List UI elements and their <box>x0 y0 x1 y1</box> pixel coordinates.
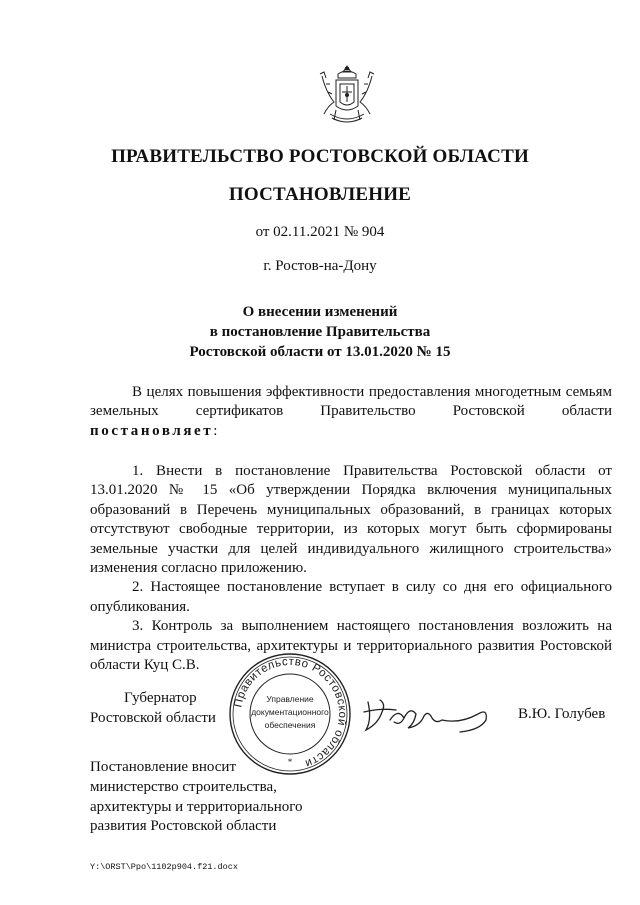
decree-items <box>90 462 612 675</box>
coat-of-arms-emblem <box>316 62 378 128</box>
handwritten-signature <box>360 690 495 740</box>
seal-inner-line: обеспечения <box>264 720 316 730</box>
seal-star-icon: * <box>287 757 293 767</box>
org-title: ПРАВИТЕЛЬСТВО РОСТОВСКОЙ ОБЛАСТИ <box>111 146 529 167</box>
decree-word: постановляет <box>90 422 214 439</box>
doc-type-heading: ПОСТАНОВЛЕНИЕ <box>228 184 412 205</box>
subject-line: Ростовской области от 13.01.2020 № 15 <box>189 344 451 360</box>
decree-colon: : <box>213 422 218 439</box>
file-path-footer: Y:\ORST\Ppo\1102p904.f21.docx <box>90 862 238 872</box>
note-line: Постановление вносит <box>90 759 237 775</box>
decree-item: 1. Внести в постановление Правительства Ростовской области от 13.01.2020 № 15 «Об утверждении Порядка включения муниципальных образований в Перечень муниципальных образований, в границах которых отсутствуют свободные территории, из которых могут быть сформированы земельные участки для целей индивидуального жилищного строительства» изменения согласно приложению. <box>90 463 612 577</box>
subject-line: в постановление Правительства <box>209 324 431 340</box>
document-subject <box>0 302 640 362</box>
decree-line <box>90 422 612 441</box>
seal-outer-text: Правительство Ростовской области <box>232 655 349 770</box>
note-line: архитектуры и территориального <box>90 798 303 815</box>
submitted-by-note <box>90 758 303 837</box>
seal-inner-line: Управление <box>266 694 314 704</box>
position-line: Губернатор <box>124 690 197 706</box>
preamble-block <box>90 383 612 441</box>
decree-item: 2. Настоящее постановление вступает в силу со дня его официального опубликования. <box>90 579 612 615</box>
date-number: от 02.11.2021 № 904 <box>255 224 385 240</box>
decree-item: 3. Контроль за выполнением настоящего постановления возложить на министра строительства, архитектуры и территориального развития Ростовской области Куц С.В. <box>90 618 612 674</box>
position-line: Ростовской области <box>90 710 216 726</box>
signatory-position <box>90 688 216 728</box>
subject-line: О внесении изменений <box>242 304 398 320</box>
note-line: министерство строительства, <box>90 778 277 795</box>
note-line: развития Ростовской области <box>90 818 277 835</box>
signatory-name: В.Ю. Голубев <box>518 706 606 722</box>
city: г. Ростов-на-Дону <box>263 258 377 274</box>
seal-inner-line: документационного <box>251 707 329 717</box>
preamble: В целях повышения эффективности предоставления многодетным семьям земельных сертификатов Правительство Ростовской области <box>90 384 612 420</box>
